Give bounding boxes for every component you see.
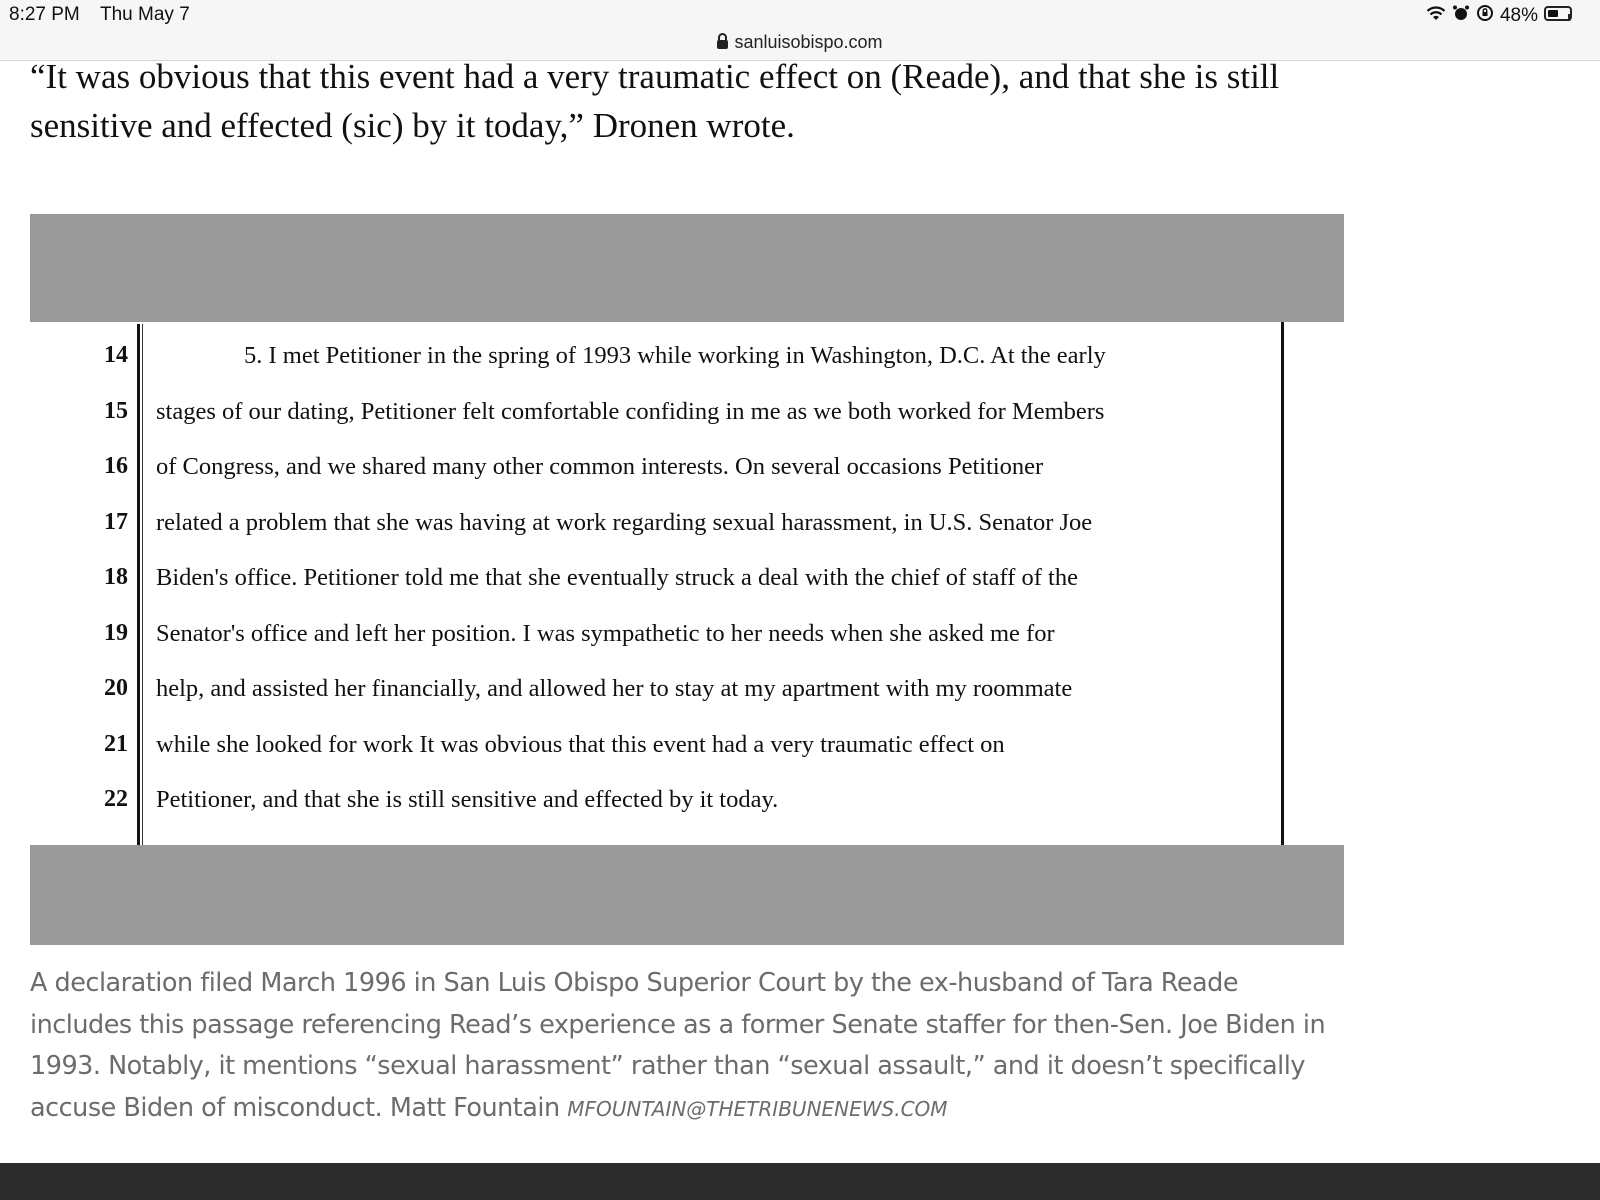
line-number: 18	[104, 564, 128, 590]
line-number: 22	[104, 786, 128, 812]
document-line	[30, 342, 1281, 382]
article-quote	[30, 52, 1370, 150]
bottom-toolbar	[0, 1163, 1600, 1200]
caption-line: 1993. Notably, it mentions “sexual harassment” rather than “sexual assault,” and it doesn’t specifically	[30, 1051, 1305, 1081]
battery-fill	[1548, 10, 1558, 17]
caption-line: A declaration filed March 1996 in San Luis Obispo Superior Court by the ex-husband of Tara Reade	[30, 968, 1239, 998]
document-scan-image	[30, 322, 1344, 845]
lock-icon	[717, 40, 728, 49]
document-margin-rule	[1281, 322, 1284, 845]
status-bar	[0, 0, 1600, 30]
status-time: 8:27 PM	[9, 4, 80, 25]
document-line	[30, 786, 1281, 826]
battery-percent: 48%	[1499, 5, 1538, 26]
credit-email[interactable]: MFOUNTAIN@THETRIBUNENEWS.COM	[567, 1096, 948, 1121]
document-line	[30, 398, 1281, 438]
line-text: Petitioner, and that she is still sensitive and effected by it today.	[156, 786, 779, 813]
orientation-lock-icon	[1476, 4, 1494, 28]
figure-caption	[30, 963, 1350, 1130]
document-line	[30, 564, 1281, 604]
document-line	[30, 453, 1281, 493]
line-text: while she looked for work It was obvious that this event had a very traumatic effect on	[156, 730, 1005, 758]
status-date: Thu May 7	[100, 4, 190, 25]
line-text: help, and assisted her financially, and allowed her to stay at my apartment with my roommate	[156, 675, 1073, 702]
line-number: 16	[104, 453, 128, 479]
line-text: Senator's office and left her position. I was sympathetic to her needs when she asked me for	[156, 619, 1055, 647]
document-line	[30, 731, 1281, 771]
line-text: Biden's office. Petitioner told me that she eventually struck a deal with the chief of staff of the	[156, 564, 1078, 591]
wifi-icon	[1426, 5, 1446, 27]
figure-band-top	[30, 214, 1344, 322]
battery-icon	[1544, 5, 1572, 27]
caption-line: accuse Biden of misconduct. Matt Fountain	[30, 1092, 560, 1123]
line-text: 5. I met Petitioner in the spring of 1993 while working in Washington, D.C. At the early	[244, 342, 1106, 369]
document-line	[30, 620, 1281, 660]
caption-line: includes this passage referencing Read’s experience as a former Senate staffer for then-Sen. Joe Biden in	[30, 1009, 1326, 1040]
status-indicators	[1426, 4, 1572, 28]
line-text: of Congress, and we shared many other common interests. On several occasions Petitioner	[156, 453, 1044, 480]
caption-line-credit	[30, 1088, 1350, 1131]
line-number: 19	[104, 619, 128, 646]
quote-line: sensitive and effected (sic) by it today,” Dronen wrote.	[30, 106, 795, 145]
document-line	[30, 675, 1281, 715]
quote-line: “It was obvious that this event had a very traumatic effect on (Reade), and that she is still	[30, 57, 1280, 96]
line-number: 14	[104, 342, 128, 368]
figure-band-bottom	[30, 845, 1344, 945]
line-number: 20	[104, 675, 128, 701]
line-number: 15	[104, 397, 128, 424]
url-text[interactable]: sanluisobispo.com	[734, 32, 883, 52]
line-text: stages of our dating, Petitioner felt comfortable confiding in me as we both worked for Members	[156, 397, 1105, 425]
document-line	[30, 509, 1281, 549]
line-number: 21	[104, 730, 128, 757]
line-number: 17	[104, 508, 128, 535]
line-text: related a problem that she was having at work regarding sexual harassment, in U.S. Senator Joe	[156, 508, 1093, 536]
alarm-icon	[1452, 4, 1470, 28]
